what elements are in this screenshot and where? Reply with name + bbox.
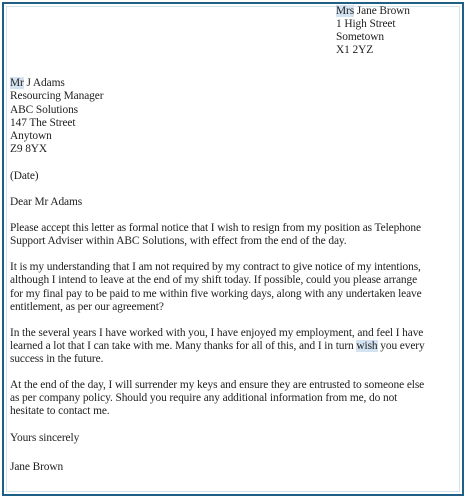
- recipient-title-highlight: Mr: [10, 77, 24, 90]
- recipient-name: [10, 77, 458, 90]
- paragraph-3-line-2-start: learned a lot that I can take with me. Many thanks for all of this, and I in turn: [10, 339, 357, 352]
- highlighted-word: wish: [356, 339, 378, 352]
- closing: Yours sincerely: [10, 432, 80, 445]
- sender-address-block: [336, 5, 458, 57]
- paragraph-3-line-3: success in the future.: [10, 352, 104, 365]
- sender-title-highlight: Mrs: [336, 5, 355, 17]
- paragraph-3-line-2: [10, 340, 458, 353]
- paragraph-4-line-1: At the end of the day, I will surrender my keys and ensure they are entrusted to someone else: [10, 378, 425, 391]
- resignation-letter: [10, 5, 458, 474]
- recipient-line-3: 147 The Street: [10, 116, 76, 129]
- sender-name: [336, 5, 458, 18]
- paragraph-2-line-3: for my final pay to be paid to me within five working days, along with any undertaken leave: [10, 287, 422, 300]
- signature-name: Jane Brown: [10, 461, 64, 474]
- paragraph-2-line-4: entitlement, as per our agreement?: [10, 300, 164, 313]
- recipient-name-text: J Adams: [23, 77, 65, 90]
- letter-date: (Date): [10, 169, 39, 182]
- paragraph-2: [10, 261, 458, 313]
- paragraph-1-line-1: Please accept this letter as formal notice that I wish to resign from my position as Telephone: [10, 222, 421, 235]
- paragraph-4-line-3: hesitate to contact me.: [10, 405, 110, 418]
- recipient-line-4: Anytown: [10, 129, 52, 142]
- sender-address-line-1: 1 High Street: [336, 18, 396, 31]
- paragraph-3: [10, 327, 458, 366]
- recipient-line-5: Z9 8YX: [10, 142, 48, 155]
- sender-name-text: Jane Brown: [354, 5, 410, 17]
- recipient-line-2: ABC Solutions: [10, 103, 79, 116]
- paragraph-4-line-2: as per company policy. Should you require any additional information from me, do not: [10, 392, 398, 405]
- paragraph-4: [10, 379, 458, 418]
- paragraph-3-line-1: In the several years I have worked with you, I have enjoyed my employment, and feel I have: [10, 326, 424, 339]
- sender-address-line-2: Sometown: [336, 31, 384, 44]
- paragraph-1-line-2: Support Adviser within ABC Solutions, with effect from the end of the day.: [10, 235, 347, 248]
- paragraph-2-line-2: although I intend to leave at the end of my shift today. If possible, could you please arrange: [10, 274, 418, 287]
- paragraph-1: [10, 222, 458, 248]
- paragraph-3-line-2-end: you every: [377, 339, 425, 352]
- sender-address-line-3: X1 2YZ: [336, 44, 374, 57]
- salutation: Dear Mr Adams: [10, 196, 83, 209]
- recipient-line-1: Resourcing Manager: [10, 90, 104, 103]
- paragraph-2-line-1: It is my understanding that I am not required by my contract to give notice of my intentions,: [10, 261, 421, 274]
- recipient-address-block: [10, 77, 458, 156]
